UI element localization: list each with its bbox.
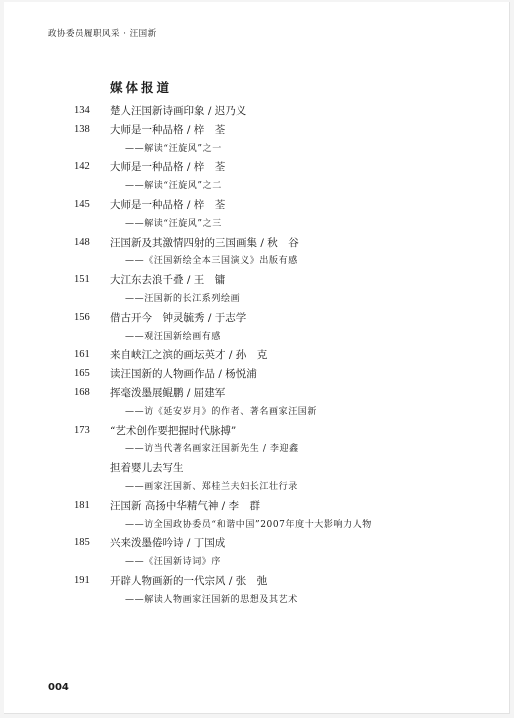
- toc-entry-subtitle: ——访当代著名画家汪国新先生 / 李迎鑫: [125, 444, 299, 455]
- toc-page-number: 138: [74, 123, 90, 135]
- toc-entry-row: [4, 497, 509, 516]
- toc-entry-subtitle: ——访全国政协委员“和谐中国”2007年度十大影响力人物: [125, 519, 372, 530]
- toc-entry-title: 大师是一种品格 / 梓 荃: [110, 161, 226, 174]
- toc-entry-title: 楚人汪国新诗画印象 / 迟乃义: [110, 105, 247, 117]
- toc-entry-row: [4, 459, 509, 478]
- page-number: 004: [48, 682, 69, 693]
- toc-subtitle-row: [4, 440, 509, 459]
- toc-subtitle-row: [4, 478, 509, 497]
- toc-page-number: 142: [74, 161, 90, 173]
- section-heading: 媒体报道: [110, 80, 173, 95]
- toc-entry-subtitle: ——解读“汪旋风”之二: [125, 181, 222, 192]
- toc-entry-row: [4, 309, 509, 328]
- toc-entry-title: 挥毫泼墨展鲲鹏 / 屈建军: [110, 386, 226, 399]
- toc-entry-subtitle: ——《汪国新绘全本三国演义》出版有感: [125, 256, 298, 267]
- toc-entry-title: “艺术创作要把握时代脉搏”: [110, 424, 237, 437]
- table-of-contents: [4, 102, 509, 610]
- toc-entry-subtitle: ——解读“汪旋风”之一: [125, 143, 222, 154]
- toc-entry-subtitle: ——《汪国新诗词》序: [125, 557, 222, 568]
- toc-entry-row: [4, 572, 509, 591]
- toc-page-number: 191: [74, 574, 90, 586]
- toc-page-number: 168: [74, 386, 90, 398]
- toc-entry-row: [4, 158, 509, 177]
- toc-entry-subtitle: ——访《延安岁月》的作者、著名画家汪国新: [125, 406, 318, 417]
- toc-entry-row: [4, 102, 509, 121]
- toc-entry-title: 兴来泼墨倦吟诗 / 丁国成: [110, 537, 226, 550]
- book-page: [4, 2, 510, 714]
- toc-subtitle-row: [4, 328, 509, 347]
- toc-page-number: 134: [74, 105, 90, 116]
- running-head: 政协委员履职风采 · 汪国新: [48, 29, 157, 39]
- toc-entry-title: 汪国新 高扬中华精气神 / 李 群: [110, 499, 261, 512]
- toc-subtitle-row: [4, 252, 509, 271]
- toc-page-number: 161: [74, 349, 90, 361]
- toc-entry-title: 汪国新及其激情四射的三国画集 / 秋 谷: [110, 236, 299, 249]
- toc-subtitle-row: [4, 403, 509, 422]
- toc-entry-subtitle: ——画家汪国新、郑桂兰夫妇长江壮行录: [125, 481, 298, 492]
- toc-page-number: 156: [74, 311, 90, 323]
- toc-subtitle-row: [4, 553, 509, 572]
- toc-page-number: 148: [74, 236, 90, 248]
- toc-page-number: 145: [74, 198, 90, 210]
- toc-page-number: 165: [74, 368, 90, 380]
- toc-entry-row: [4, 234, 509, 253]
- toc-entry-title: 大师是一种品格 / 梓 荃: [110, 198, 226, 211]
- toc-entry-title: 大江东去浪千叠 / 王 镛: [110, 274, 226, 287]
- toc-entry-row: [4, 365, 509, 384]
- toc-page-number: 181: [74, 499, 90, 511]
- toc-entry-row: [4, 534, 509, 553]
- toc-entry-row: [4, 196, 509, 215]
- toc-page-number: 185: [74, 537, 90, 549]
- toc-page-number: 151: [74, 274, 90, 286]
- toc-entry-row: [4, 121, 509, 140]
- toc-subtitle-row: [4, 516, 509, 535]
- toc-subtitle-row: [4, 290, 509, 309]
- toc-entry-row: [4, 346, 509, 365]
- toc-subtitle-row: [4, 140, 509, 159]
- toc-entry-row: [4, 384, 509, 403]
- toc-entry-title: 开辟人物画新的一代宗风 / 张 弛: [110, 574, 268, 587]
- toc-entry-subtitle: ——解读“汪旋风”之三: [125, 218, 222, 229]
- toc-subtitle-row: [4, 591, 509, 610]
- toc-entry-row: [4, 422, 509, 441]
- toc-entry-title: 担着婴儿去写生: [110, 462, 184, 475]
- toc-entry-title: 大师是一种品格 / 梓 荃: [110, 123, 226, 136]
- toc-entry-subtitle: ——汪国新的长江系列绘画: [125, 293, 241, 304]
- toc-subtitle-row: [4, 215, 509, 234]
- toc-entry-subtitle: ——观汪国新绘画有感: [125, 331, 222, 342]
- toc-entry-title: 来自峡江之滨的画坛英才 / 孙 克: [110, 349, 268, 362]
- toc-subtitle-row: [4, 177, 509, 196]
- toc-entry-row: [4, 271, 509, 290]
- toc-entry-subtitle: ——解读人物画家汪国新的思想及其艺术: [125, 594, 298, 605]
- toc-entry-title: 借古开今 钟灵毓秀 / 于志学: [110, 311, 247, 324]
- toc-entry-title: 读汪国新的人物画作品 / 杨悦浦: [110, 368, 257, 381]
- toc-page-number: 173: [74, 424, 90, 436]
